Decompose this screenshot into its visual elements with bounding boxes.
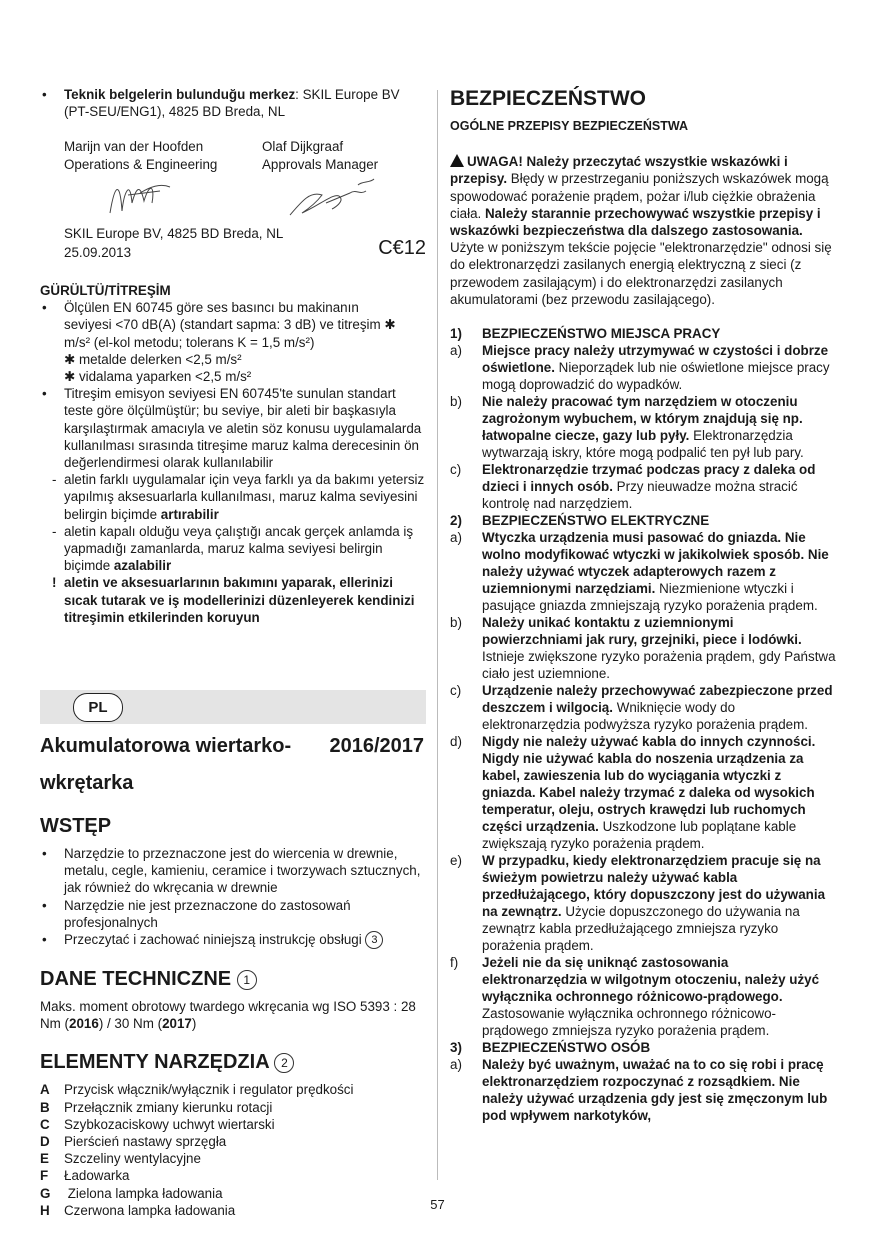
s2b-bold: Należy unikać kontaktu z uziemnionymi powierzchniami jak rury, grzejniki, piece i lodówki.: [482, 615, 802, 648]
s2f-bold: Jeżeli nie da się uniknąć zastosowania elektronarzędzia w wilgotnym otoczeniu, należy użyć wyłącznika ochronnego różnicowo-prądowego.: [482, 955, 820, 1005]
section-1-number: 1): [450, 326, 462, 342]
intro-title: WSTĘP: [40, 815, 112, 837]
s2d: [450, 733, 836, 852]
s3a-bold: Należy być uważnym, uważać na to co się robi i pracę elektronarzędziem rozpoczynać z rozsądkiem. Nie należy używać urządzenia gdy jest się zmęczonym lub pod wpływem narkotyków,: [482, 1057, 828, 1124]
section-2-number: 2): [450, 513, 462, 529]
tech-text-2: ) / 30 Nm (: [98, 1016, 163, 1032]
tech-model-2: 2017: [162, 1016, 192, 1032]
s2a-text: Niezmienione wtyczki i pasujące gniazda zmniejszają ryzyko porażenia prądem.: [482, 581, 818, 614]
element-item: [40, 1133, 426, 1150]
ce-mark: C€12: [378, 237, 426, 260]
product-models: 2016/2017: [329, 735, 424, 757]
intro-bullet-2: • Narzędzie nie jest przeznaczone do zastosowań profesjonalnych: [40, 897, 426, 931]
element-item: [40, 1116, 426, 1133]
element-label: Zielona lampka ładowania: [64, 1185, 223, 1201]
language-band: [40, 690, 426, 724]
right-column: [450, 86, 836, 1124]
tech-text-1: Maks. moment obrotowy twardego wkręcania wg ISO 5393 : 28 Nm (: [40, 999, 416, 1032]
noise-title: GÜRÜLTÜ/TİTREŞİM: [40, 283, 171, 299]
tech-title-text: DANE TECHNICZNE: [40, 968, 232, 991]
cert-bullet-rest: : SKIL Europe BV (PT-SEU/ENG1), 4825 BD Breda, NL: [64, 87, 400, 120]
s3a: [450, 1056, 836, 1124]
warning-bold-2: Należy starannie przechowywać wszystkie przepisy i wskazówki bezpieczeństwa dla dalszego zastosowania.: [450, 205, 821, 239]
s2e: [450, 852, 836, 954]
date-row: [40, 237, 426, 268]
s2e-letter: e): [450, 853, 462, 869]
declaration-date: 25.09.2013: [64, 245, 132, 261]
element-label: Przełącznik zmiany kierunku rotacji: [64, 1099, 273, 1115]
noise-line-3: m/s² (el-kol metodu; tolerans K = 1,5 m/s²): [64, 334, 315, 350]
s1a-letter: a): [450, 343, 462, 359]
person2-role: Approvals Manager: [262, 156, 379, 172]
s2d-letter: d): [450, 734, 462, 750]
s3a-letter: a): [450, 1057, 462, 1073]
warning-text-2: Użyte w poniższym tekście pojęcie "elektronarzędzie" odnosi się do elektronarzędzi zasilanych energią elektryczną z sieci (z przewodem zasilającym) i do elektronarzędzi zasilanych akumulatorami (bez przewodu zasilającego).: [450, 240, 832, 307]
s2c-bold: Urządzenie należy przechowywać zabezpieczone przed deszczem i wilgocią.: [482, 683, 833, 716]
product-title-line2: wkrętarka: [40, 772, 134, 794]
s2f-letter: f): [450, 955, 459, 971]
section-2-title: BEZPIECZEŃSTWO ELEKTRYCZNE: [482, 513, 710, 529]
s2b-text: Istnieje zwiększone ryzyko porażenia prądem, gdy Państwa ciało jest uziemnione.: [482, 649, 836, 682]
s2f-text: Zastosowanie wyłącznika ochronnego różnicowo-prądowego zmniejsza ryzyko porażenia prądem.: [482, 1006, 776, 1039]
s2e-text: Użycie dopuszczonego do używania na zewnątrz kabla przedłużającego zmniejsza ryzyko porażenia prądem.: [482, 904, 800, 954]
handwritten-signatures: [40, 173, 420, 225]
product-title-line1: Akumulatorowa wiertarko-: [40, 735, 292, 757]
figure-ref-3: 3: [365, 931, 383, 949]
intro-bullet-1: • Narzędzie to przeznaczone jest do wiercenia w drewnie, metalu, cegle, kamieniu, ceramice i tworzywach sztucznych, jak również do wkręcania w drewnie: [40, 845, 426, 897]
element-key: A: [40, 1082, 50, 1098]
s2c: [450, 682, 836, 733]
element-key: B: [40, 1099, 50, 1115]
element-key: D: [40, 1134, 50, 1150]
company-line: SKIL Europe BV, 4825 BD Breda, NL: [64, 225, 284, 241]
noise-line-1: • Ölçülen EN 60745 göre ses basıncı bu makinanın: [64, 300, 359, 316]
s1c-letter: c): [450, 462, 462, 478]
dash2-bold: azalabilir: [113, 558, 172, 574]
person2-name: Olaf Dijkgraaf: [262, 139, 344, 155]
s1c-bold: Elektronarzędzie trzymać podczas pracy z daleka od dzieci i innych osób.: [482, 462, 816, 495]
element-label: Szybkozaciskowy uchwyt wiertarski: [64, 1116, 275, 1132]
noise-dash-1: [40, 471, 426, 523]
elements-title-text: ELEMENTY NARZĘDZIA: [40, 1051, 269, 1074]
s1b: [450, 393, 836, 461]
dash2-text: aletin kapalı olduğu veya çalıştığı ancak gerçek anlamda iş yapmadığı zamanlarda, maruz kalma seviyesi belirgin biçimde: [64, 523, 414, 574]
element-key: C: [40, 1116, 50, 1132]
signatories: [40, 138, 426, 172]
s1c: [450, 461, 836, 512]
section-3-title: BEZPIECZEŃSTWO OSÓB: [482, 1040, 651, 1056]
warning-paragraph: [450, 153, 836, 308]
element-key: E: [40, 1151, 49, 1167]
element-item: [40, 1150, 426, 1167]
s1b-letter: b): [450, 394, 462, 410]
s1b-text: Elektronarzędzia wytwarzają iskry, które mogą podpalić ten pył lub pary.: [482, 428, 804, 461]
element-item: [40, 1081, 426, 1098]
tech-text-3: ): [191, 1016, 197, 1032]
s2d-bold: Nigdy nie należy używać kabla do innych czynności. Nigdy nie używać kabla do noszenia urządzenia za kabel, zawieszenia lub do wyciągania wtyczki z gniazda. Kabel należy trzymać z daleka od wysokich temperatur, oleju, ostrych krawędzi lub ruchomych części urządzenia.: [482, 734, 816, 835]
s2b-letter: b): [450, 615, 462, 631]
tech-text: [40, 998, 426, 1032]
safety-title: BEZPIECZEŃSTWO: [450, 87, 647, 110]
left-column: [40, 86, 426, 626]
cert-bullet-bold: Teknik belgelerin bulunduğu merkez: [64, 87, 296, 102]
section-1-heading: [450, 325, 836, 342]
s2c-text: Wniknięcie wody do elektronarzędzia podwyższa ryzyko porażenia prądem.: [482, 700, 808, 733]
element-label: Pierścień nastawy sprzęgła: [64, 1134, 227, 1150]
warning-bold-1: UWAGA! Należy przeczytać wszystkie wskazówki i przepisy.: [450, 154, 788, 187]
noise-bullet-1: [40, 299, 426, 385]
s1c-text: Przy nieuwadze można stracić kontrolę nad narzędziem.: [482, 479, 798, 512]
section-3-heading: [450, 1039, 836, 1056]
element-key: G: [40, 1185, 51, 1201]
language-badge: PL: [73, 693, 123, 722]
tech-title: [40, 966, 426, 992]
left-column-pl: [40, 733, 426, 1219]
section-3-number: 3): [450, 1040, 462, 1056]
section-1-title: BEZPIECZEŃSTWO MIEJSCA PRACY: [482, 326, 721, 342]
s2a-bold: Wtyczka urządzenia musi pasować do gniazda. Nie wolno modyfikować wtyczki w jakikolwiek sposób. Nie należy używać wtyczek adapterowych razem z uziemnionymi narzędziami.: [482, 530, 829, 597]
column-divider: [437, 90, 438, 1180]
noise-dash-2: [40, 523, 426, 575]
element-label: Szczeliny wentylacyjne: [64, 1151, 201, 1167]
s1b-bold: Nie należy pracować tym narzędziem w otoczeniu zagrożonym wybuchem, w którym znajdują się np. łatwopalne ciecze, gazy lub pyły.: [482, 394, 803, 444]
s1a: [450, 342, 836, 393]
section-2-heading: [450, 512, 836, 529]
dash1-bold: artırabilir: [160, 506, 219, 522]
noise-line-2: seviyesi <70 dB(A) (standart sapma: 3 dB) ve titreşim ✱: [64, 317, 396, 333]
element-item: [40, 1099, 426, 1116]
tech-model-1: 2016: [69, 1016, 99, 1032]
s2a: [450, 529, 836, 614]
intro-bullet-3: [40, 931, 426, 949]
element-key: F: [40, 1168, 49, 1184]
person1-role: Operations & Engineering: [64, 156, 218, 172]
s1a-bold: Miejsce pracy należy utrzymywać w czystości i dobrze oświetlone.: [482, 343, 829, 376]
safety-subtitle: OGÓLNE PRZEPISY BEZPIECZEŃSTWA: [450, 119, 688, 133]
signatures: [40, 173, 426, 221]
elements-title: [40, 1049, 426, 1075]
cert-bullet: [40, 86, 426, 120]
dash1-text: aletin farklı uygulamalar için veya farklı ya da bakımı yetersiz yapılmış aksesuarlarla kullanılması, maruz kalma seviyesini belirgin biçimde: [64, 472, 425, 522]
warning-text-1: Błędy w przestrzeganiu poniższych wskazówek mogą spowodować porażenie prądem, pożar i/lub ciężkie obrażenia ciała.: [450, 171, 829, 221]
noise-line-4: ✱ metalde delerken <2,5 m/s²: [64, 351, 242, 367]
noise-line-5: ✱ vidalama yaparken <2,5 m/s²: [64, 369, 252, 385]
element-label: Czerwona lampka ładowania: [64, 1202, 236, 1218]
element-label: Ładowarka: [64, 1168, 130, 1184]
element-key: H: [40, 1202, 50, 1218]
figure-ref-2: 2: [274, 1053, 294, 1073]
noise-warning: ! aletin ve aksesuarlarının bakımını yaparak, ellerinizi sıcak tutarak ve iş modellerinizi düzenleyerek kendinizi titreşimin etkilerinden koruyun: [40, 574, 426, 626]
intro-bullet-3-text: Przeczytać i zachować niniejszą instrukcję obsługi: [64, 932, 362, 948]
page-number: 57: [430, 1197, 445, 1212]
s2a-letter: a): [450, 530, 462, 546]
s2b: [450, 614, 836, 682]
person1-name: Marijn van der Hoofden: [64, 139, 204, 155]
figure-ref-1: 1: [237, 970, 257, 990]
s2f: [450, 954, 836, 1039]
s2c-letter: c): [450, 683, 462, 699]
noise-bullet-2: • Titreşim emisyon seviyesi EN 60745'te sunulan standart teste göre ölçülmüştür; bu seviye, bir aleti bir başkasıyla karşılaştırmak amacıyla ve aletin söz konusu uygulamalarda kullanılması sırasında titreşime maruz kalma derecesinin ön değerlendirmesi olarak kullanılabilir: [40, 385, 426, 471]
s2e-bold: W przypadku, kiedy elektronarzędziem pracuje się na świeżym powietrzu należy używać kabla przedłużającego, który dopuszczony jest do używania na zewnątrz.: [482, 853, 826, 920]
element-item: [40, 1167, 426, 1184]
s1a-text: Nieporządek lub nie oświetlone miejsce pracy mogą doprowadzić do wypadków.: [482, 360, 830, 393]
warning-triangle-icon: [450, 154, 464, 167]
s2d-text: Uszkodzone lub poplątane kable zwiększają ryzyko porażenia prądem.: [482, 819, 797, 852]
product-title-row: [40, 733, 426, 766]
element-label: Przycisk włącznik/wyłącznik i regulator prędkości: [64, 1082, 354, 1098]
